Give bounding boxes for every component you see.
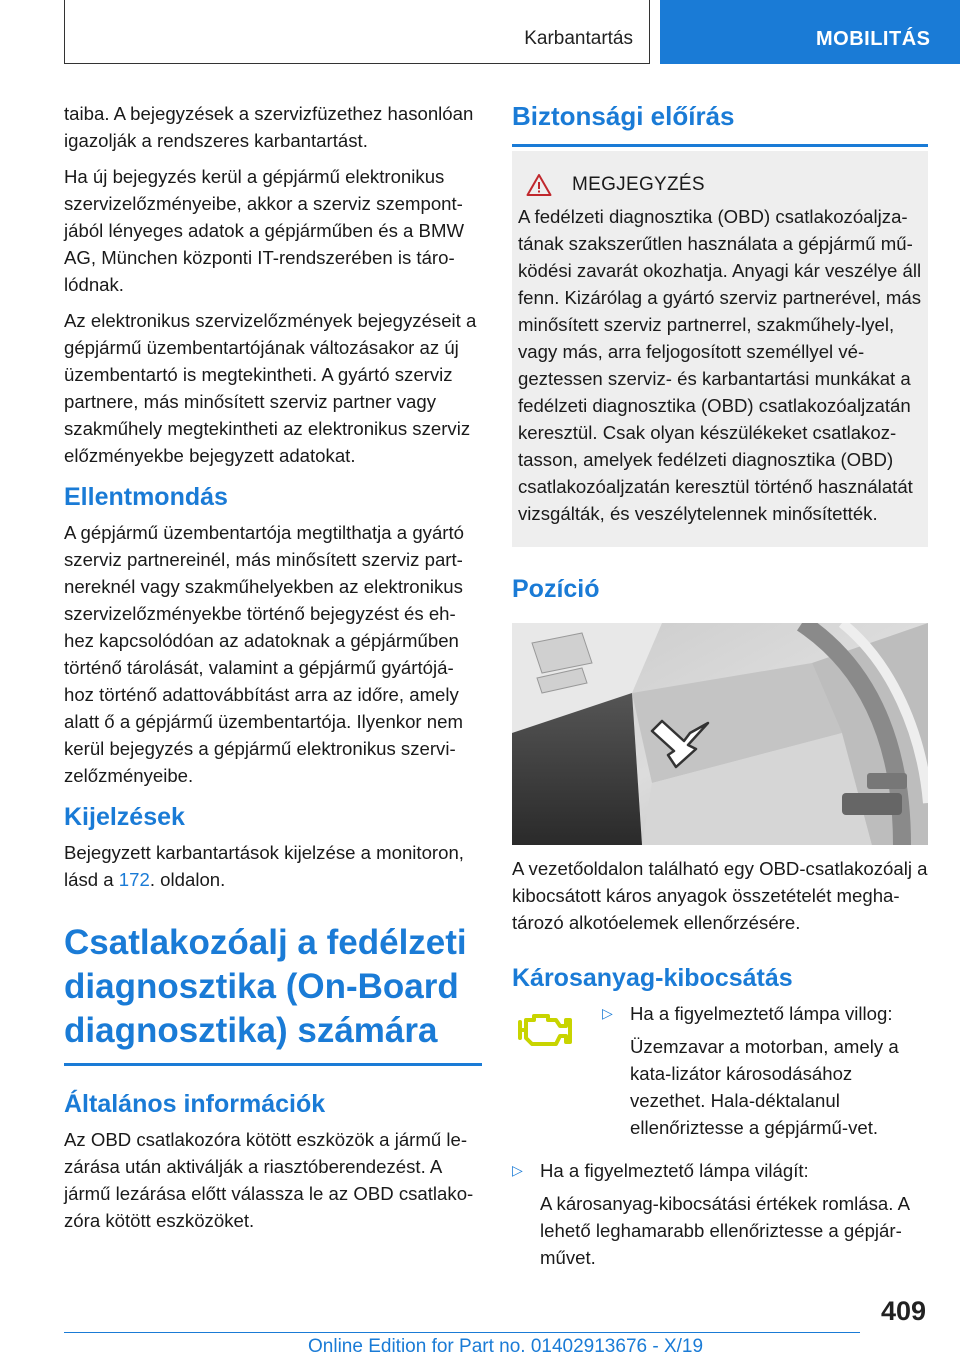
heading-emission: Károsanyag-kibocsátás bbox=[512, 963, 793, 992]
page-link[interactable]: 172 bbox=[118, 869, 150, 890]
chapter-tab[interactable] bbox=[660, 0, 960, 64]
check-engine-icon bbox=[512, 1008, 574, 1052]
heading-obd-socket: Csatlakozóalj a fedélzeti diagnosztika (On-Board diagnosztika) számára bbox=[64, 923, 467, 1050]
header-section-box bbox=[64, 0, 650, 64]
paragraph: Ha új bejegyzés kerül a gépjármű elektronikus szervizelőzményeibe, akkor a szerviz szempont-jából lényeges adatok a gépjárműben és a BMW AG, München központi IT-rendszerében is táro-lódnak. bbox=[64, 166, 465, 295]
paragraph: taiba. A bejegyzések a szervizfüzethez hasonlóan igazolják a rendszeres karbantartást. bbox=[64, 103, 474, 151]
warning-triangle-icon bbox=[526, 173, 552, 197]
obd-location-photo bbox=[512, 623, 928, 845]
heading-safety: Biztonsági előírás bbox=[512, 101, 735, 131]
text: . oldalon. bbox=[149, 869, 226, 890]
note-title: MEGJEGYZÉS bbox=[572, 173, 705, 195]
item-title: Ha a figyelmeztető lámpa világít: bbox=[540, 1159, 809, 1181]
page-number: 409 bbox=[880, 1296, 926, 1326]
item-text: A károsanyag-kibocsátási értékek romlása. A lehető leghamarabb ellenőriztesse a gépjár-művet. bbox=[540, 1192, 909, 1268]
left-column bbox=[64, 100, 482, 1243]
heading-rule bbox=[64, 1063, 482, 1066]
bullet-triangle-icon: ▷ bbox=[602, 1004, 613, 1021]
note-box bbox=[512, 151, 928, 547]
emission-item-content bbox=[602, 1000, 928, 1141]
heading-general-info: Általános információk bbox=[64, 1089, 326, 1118]
paragraph: Az elektronikus szervizelőzmények bejegyzéseit a gépjármű üzembentartójának változásakor az új üzembentartó is megtekintheti. A gyártó szerviz partnere, más minősített szerviz partner vagy szakműhely megtekintheti az elektronikus szerviz előzményekbe bejegyzett adatokat. bbox=[64, 310, 477, 466]
emission-item-row bbox=[512, 1000, 928, 1141]
note-text: A fedélzeti diagnosztika (OBD) csatlakozóaljza-tának szakszerűtlen használata a gépjármű mű-ködési zavarát okozhatja. Anyagi kár veszélye áll fenn. Kizárólag a gyártó szerviz partnerével, más minősített szerviz partnerrel, szakműhely-lyel, vagy más, arra feljogosított személlyel vé-geztessen szerviz- és karbantartási munkákat a fedélzeti diagnosztika (OBD) csatlakozóaljzatán keresztül. Csak olyan készülékeket csatlakoz-tasson, amelyek fedélzeti diagnosztika (OBD) csatlakozóaljzatán keresztül történő használatát vizsgálták, és veszélytelennek minősítették. bbox=[518, 205, 922, 524]
item-text: Üzemzavar a motorban, amely a kata-lizátor károsodásához vezethet. Hala-déktalanul ellenőriztesse a gépjármű-vet. bbox=[630, 1035, 899, 1138]
right-column bbox=[512, 100, 928, 1271]
section-title: Karbantartás bbox=[524, 28, 633, 49]
list-item bbox=[512, 1157, 928, 1184]
paragraph-position: A vezetőoldalon található egy OBD-csatlakozóalj a kibocsátott káros anyagok összetételét megha-tározó alkotóelemek ellenőrzésére. bbox=[512, 857, 928, 933]
bullet-triangle-icon: ▷ bbox=[512, 1161, 523, 1178]
item-title: Ha a figyelmeztető lámpa villog: bbox=[630, 1002, 893, 1024]
edition-text: Online Edition for Part no. 01402913676 - X/19 bbox=[308, 1336, 704, 1357]
footer-rule bbox=[64, 1332, 860, 1333]
emission-item-2 bbox=[512, 1157, 928, 1271]
heading-rule bbox=[512, 144, 928, 147]
text: Bejegyzett karbantartások kijelzése a monitoron, lásd a bbox=[64, 842, 464, 890]
heading-display: Kijelzések bbox=[64, 803, 185, 831]
list-item bbox=[602, 1000, 928, 1027]
paragraph: Az OBD csatlakozóra kötött eszközök a jármű le-zárása után aktiválják a riasztóberendezést. A jármű lezárása előtt válassza le az OBD csatlako-zóra kötött eszközöket. bbox=[64, 1128, 474, 1231]
heading-position: Pozíció bbox=[512, 574, 600, 603]
chapter-title: MOBILITÁS bbox=[816, 28, 931, 50]
paragraph: A gépjármű üzembentartója megtilthatja a gyártó szerviz partnereinél, más minősített szerviz part-nereknél vagy szakműhelyekben az elektronikus szervizelőzményekbe történő bejegyzést és eh-hez kapcsolódóan az adatoknak a gépjárműben történő tárolását, valamint a gépjármű gyártójá-hoz történő adattovábbítást arra az időre, amely alatt ő a gépjármű üzembentartója. Ilyenkor nem kerül bejegyzés a gépjármű elektronikus szervi-zelőzményeibe. bbox=[64, 522, 464, 786]
note-header bbox=[518, 173, 922, 197]
paragraph-display bbox=[64, 839, 482, 893]
heading-objection: Ellentmondás bbox=[64, 483, 228, 511]
